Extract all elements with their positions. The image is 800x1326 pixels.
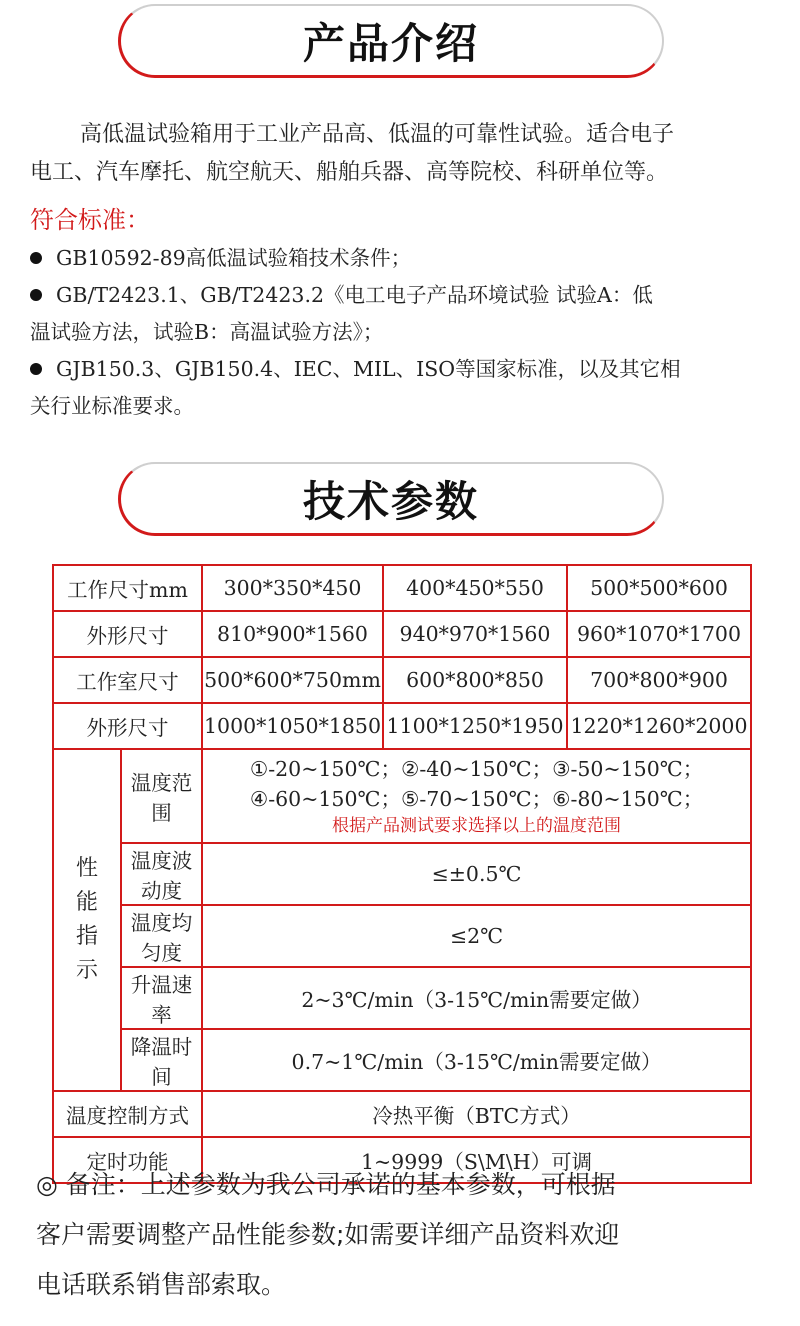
bullet-icon xyxy=(30,289,42,301)
cell: 300*350*450 xyxy=(202,565,383,611)
cell: 冷热平衡（BTC方式） xyxy=(202,1091,751,1137)
cell: 700*800*900 xyxy=(567,657,751,703)
cell: 1000*1050*1850 xyxy=(202,703,383,749)
bullet-icon xyxy=(30,252,42,264)
intro-paragraph xyxy=(30,116,775,192)
standard-item-2: GB/T2423.1、GB/T2423.2《电工电子产品环境试验 试验A：低 xyxy=(30,277,775,314)
table-row xyxy=(53,565,751,611)
row-label: 温度控制方式 xyxy=(53,1091,202,1137)
cell: 1220*1260*2000 xyxy=(567,703,751,749)
cell: 500*500*600 xyxy=(567,565,751,611)
section-banner-intro xyxy=(118,4,664,78)
cell: 1100*1250*1950 xyxy=(383,703,567,749)
params-table xyxy=(52,564,752,1184)
table-row xyxy=(53,1091,751,1137)
row-label: 定时功能 xyxy=(53,1137,202,1183)
bullet-icon xyxy=(30,363,42,375)
table-row xyxy=(53,611,751,657)
row-label: 升温速率 xyxy=(121,967,202,1029)
row-label: 温度波动度 xyxy=(121,843,202,905)
table-row xyxy=(53,967,751,1029)
remark-note: ◎ 备注：上述参数为我公司承诺的基本参数，可根据 客户需要调整产品性能参数;如需要详细产品资料欢迎 电话联系销售部索取。 xyxy=(36,1170,620,1299)
cell: 0.7~1℃/min（3-15℃/min需要定做） xyxy=(202,1029,751,1091)
section-title-params: 技术参数 xyxy=(302,477,479,526)
cell: 400*450*550 xyxy=(383,565,567,611)
intro-line-2: 电工、汽车摩托、航空航天、船舶兵器、高等院校、科研单位等。 xyxy=(30,160,669,185)
table-row xyxy=(53,843,751,905)
table-row xyxy=(53,703,751,749)
cell: 940*970*1560 xyxy=(383,611,567,657)
row-label: 温度均匀度 xyxy=(121,905,202,967)
row-label: 降温时间 xyxy=(121,1029,202,1091)
standard-item-2-cont: 温试验方法，试验B：高温试验方法》； xyxy=(30,320,384,344)
cell: 500*600*750mm xyxy=(202,657,383,703)
row-label: 工作室尺寸 xyxy=(53,657,202,703)
temp-range-cell: ①-20~150℃；②-40~150℃；③-50~150℃； ④-60~150℃；⑤-70~150℃；⑥-80~150℃； 根据产品测试要求选择以上的温度范围 xyxy=(202,749,751,843)
table-row xyxy=(53,905,751,967)
table-row xyxy=(53,657,751,703)
cell: ≤2℃ xyxy=(202,905,751,967)
cell: 1~9999（S\M\H）可调 xyxy=(202,1137,751,1183)
row-label: 外形尺寸 xyxy=(53,611,202,657)
standards-list xyxy=(30,240,775,425)
group-label-performance: 性 能 指 示 xyxy=(53,749,121,1091)
standard-item-1: GB10592-89高低温试验箱技术条件； xyxy=(30,240,775,277)
row-label: 工作尺寸mm xyxy=(53,565,202,611)
standard-item-3-cont: 关行业标准要求。 xyxy=(30,394,194,418)
table-row xyxy=(53,1029,751,1091)
cell: 600*800*850 xyxy=(383,657,567,703)
standards-title: 符合标准： xyxy=(30,206,150,234)
table-row xyxy=(53,749,751,843)
cell: ≤±0.5℃ xyxy=(202,843,751,905)
section-banner-params xyxy=(118,462,664,536)
intro-line-1: 高低温试验箱用于工业产品高、低温的可靠性试验。适合电子 xyxy=(80,122,675,147)
row-label: 外形尺寸 xyxy=(53,703,202,749)
cell: 2~3℃/min（3-15℃/min需要定做） xyxy=(202,967,751,1029)
row-label: 温度范围 xyxy=(121,749,202,843)
standard-item-3: GJB150.3、GJB150.4、IEC、MIL、ISO等国家标准，以及其它相 xyxy=(30,351,775,388)
cell: 810*900*1560 xyxy=(202,611,383,657)
cell: 960*1070*1700 xyxy=(567,611,751,657)
section-title-intro: 产品介绍 xyxy=(302,19,479,68)
